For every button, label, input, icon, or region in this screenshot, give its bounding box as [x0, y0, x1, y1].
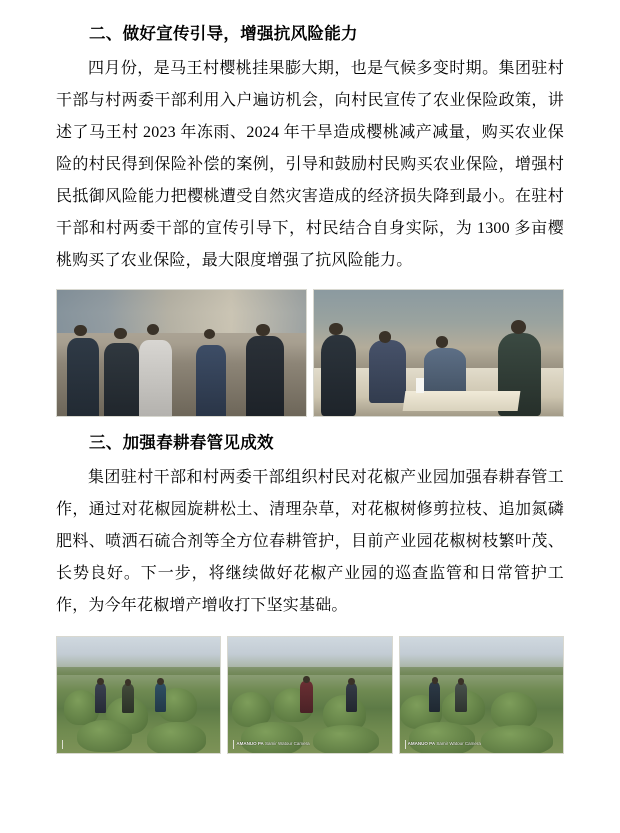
desk-surface	[402, 391, 519, 411]
figure-person	[95, 683, 106, 713]
figure-head	[511, 320, 526, 334]
watermark-bar	[405, 740, 406, 749]
figure-person	[369, 340, 406, 403]
watermark-line2: Samir Watour Camera	[436, 740, 481, 746]
shrub	[241, 722, 303, 753]
figure-head	[432, 677, 439, 684]
figure-head	[97, 678, 104, 685]
watermark-line1: AMANUO PA	[236, 740, 264, 746]
figure-person	[196, 345, 226, 416]
section-heading-2: 二、做好宣传引导，增强抗风险能力	[89, 25, 358, 43]
figure-person	[246, 336, 283, 415]
figure-head	[114, 328, 126, 339]
photo-watermark	[233, 740, 309, 749]
shrub	[313, 725, 378, 754]
photo-pepper-orchard-center	[227, 636, 392, 754]
watermark-line2: Samir Watour Camera	[265, 740, 310, 746]
watermark-text	[236, 741, 309, 747]
figure-person	[300, 681, 313, 713]
figure-head	[329, 323, 343, 336]
bottle	[416, 378, 423, 393]
shrub	[481, 725, 553, 754]
figure-person	[455, 683, 466, 712]
section-heading-3: 三、加强春耕春管见成效	[89, 433, 274, 452]
shrub	[147, 722, 206, 753]
figure-person	[155, 683, 166, 712]
watermark-bar	[62, 740, 63, 749]
shrub	[491, 692, 537, 729]
figure-head	[147, 324, 159, 335]
photo-pepper-orchard-left	[56, 636, 221, 754]
figure-head	[256, 324, 270, 337]
figure-person	[321, 335, 356, 416]
section-paragraph-2: 四月份，是马王村樱桃挂果膨大期，也是气候多变时期。集团驻村干部与村两委干部利用入户遍访机会，向村民宣传了农业保险政策，讲述了马王村 2023 年冻雨、2024 年干旱造成樱桃减产减量，购买农业保险的村民得到保险补偿的案例，引导和鼓励村民购买农业保险，增强村民抵御风险能力把樱桃遭受自然灾害造成的经济损失降到最小。在驻村干部和村两委干部的宣传引导下，村民结合自身实际，为 1300 多亩樱桃购买了农业保险，最大限度增强了抗风险能力。	[56, 59, 564, 269]
photo-pepper-orchard-right	[399, 636, 564, 754]
photo-watermark	[405, 740, 481, 749]
shrub	[409, 722, 474, 753]
figure-person	[67, 338, 99, 416]
figure-person	[104, 343, 139, 416]
figure-person	[122, 684, 133, 713]
shrub	[77, 720, 133, 752]
field-photo-row	[56, 636, 564, 754]
figure-head	[74, 325, 86, 336]
figure-person	[346, 683, 357, 712]
watermark-bar	[233, 740, 234, 749]
section-paragraph-3: 集团驻村干部和村两委干部组织村民对花椒产业园加强春耕春管工作，通过对花椒园旋耕松土、清理杂草，对花椒树修剪拉枝、追加氮磷肥料、喷洒石硫合剂等全方位春耕管护，目前产业园花椒树枝繁叶茂、长势良好。下一步，将继续做好花椒产业园的巡查监管和日常管护工作，为今年花椒增产增收打下坚实基础。	[56, 468, 564, 614]
photo-watermark	[62, 740, 65, 749]
figure-head	[379, 331, 391, 342]
indoor-photo-row	[56, 289, 564, 417]
figure-head	[204, 329, 215, 339]
figure-head	[436, 336, 448, 347]
figure-head	[303, 676, 310, 683]
figure-person	[429, 682, 440, 712]
figure-person	[139, 340, 171, 416]
photo-village-visit	[56, 289, 307, 417]
watermark-text	[408, 741, 481, 747]
photo-desk-discussion	[313, 289, 564, 417]
watermark-line1: AMANUO PA	[407, 740, 436, 746]
